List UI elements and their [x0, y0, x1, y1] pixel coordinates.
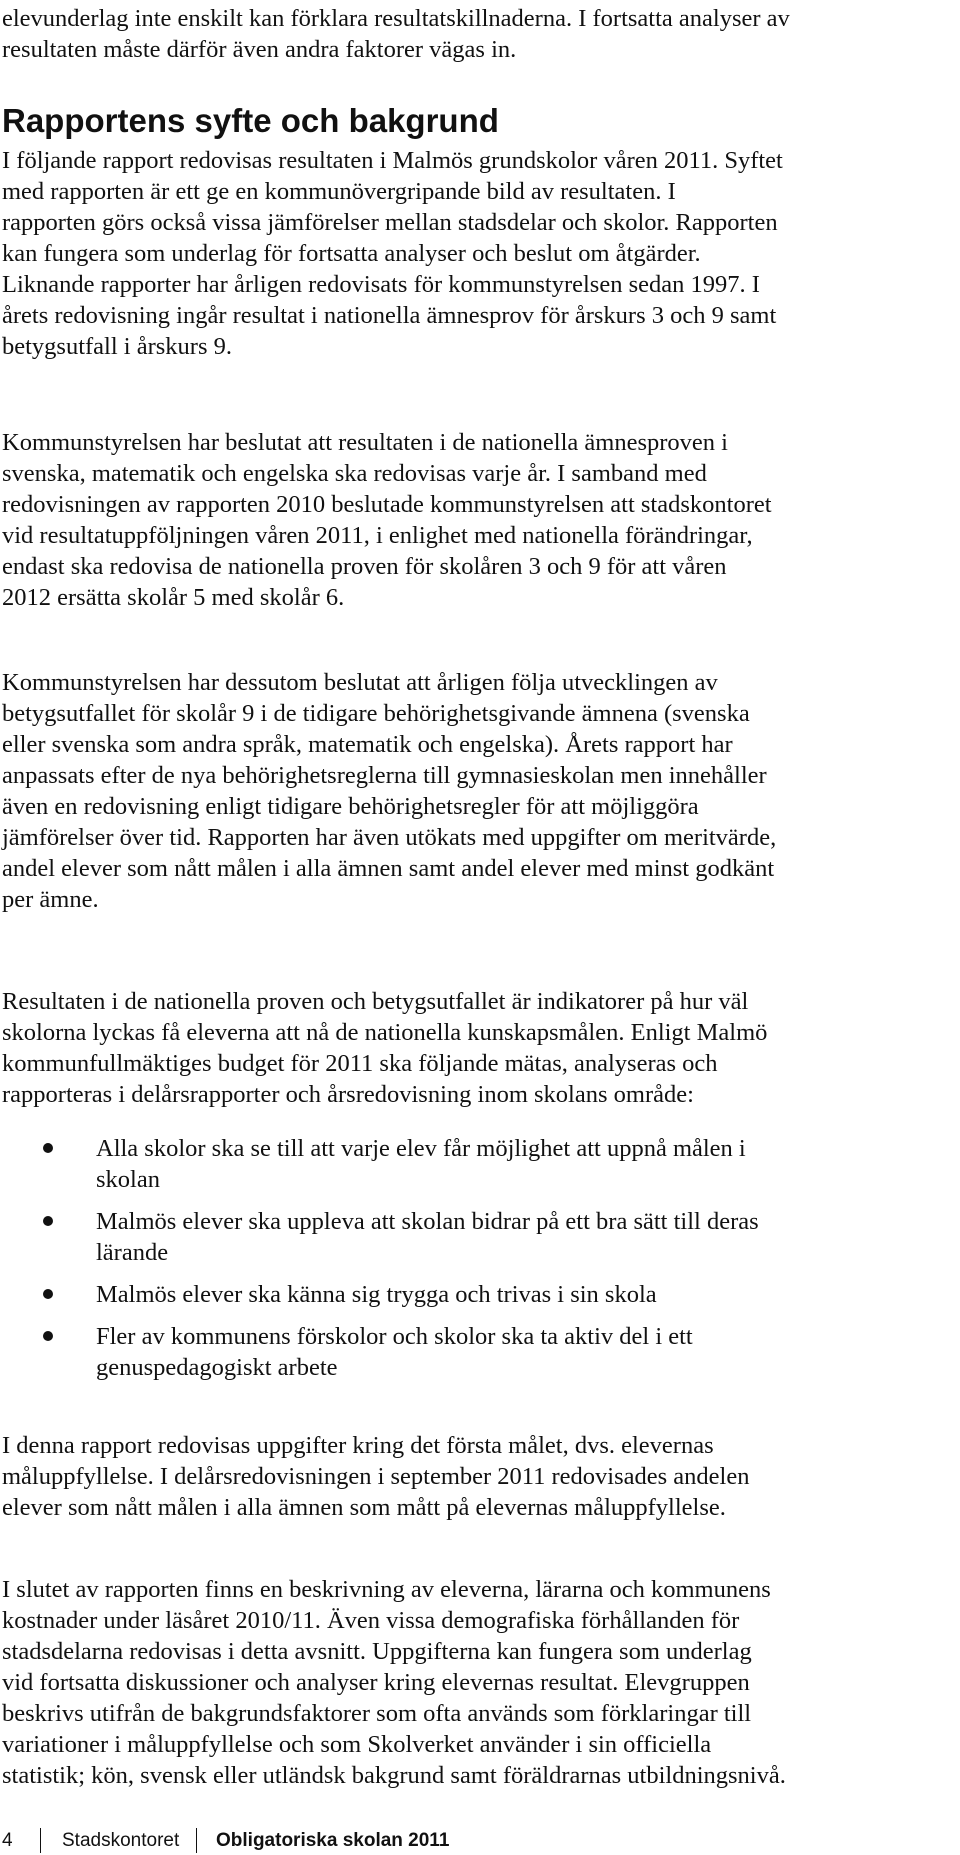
- paragraph-line: elever som nått målen i alla ämnen som mått på elevernas måluppfyllelse.: [2, 1494, 726, 1521]
- bullet-icon: [43, 1216, 53, 1226]
- footer-organization: Stadskontoret: [62, 1830, 180, 1851]
- paragraph-line: Kommunstyrelsen har dessutom beslutat att årligen följa utvecklingen av: [2, 669, 718, 696]
- paragraph-line: betygsutfall i årskurs 9.: [2, 333, 232, 360]
- paragraph-line: betygsutfallet för skolår 9 i de tidigare behörighetsgivande ämnena (svenska: [2, 700, 750, 727]
- paragraph-line: per ämne.: [2, 886, 99, 913]
- paragraph-line: redovisningen av rapporten 2010 beslutade kommunstyrelsen att stadskontoret: [2, 491, 772, 518]
- page-footer: [0, 1828, 960, 1854]
- paragraph-description: [2, 1574, 956, 1791]
- paragraph-line: I slutet av rapporten finns en beskrivning av eleverna, lärarna och kommunens: [2, 1576, 771, 1603]
- paragraph-line: Resultaten i de nationella proven och betygsutfallet är indikatorer på hur väl: [2, 988, 749, 1015]
- list-item-line: Malmös elever ska känna sig trygga och trivas i sin skola: [96, 1281, 657, 1308]
- paragraph-line: rapporteras i delårsrapporter och årsredovisning inom skolans område:: [2, 1081, 694, 1108]
- paragraph-purpose: [2, 145, 956, 362]
- paragraph-scope: [2, 1430, 956, 1523]
- paragraph-line: stadsdelarna redovisas i detta avsnitt. Uppgifterna kan fungera som underlag: [2, 1638, 752, 1665]
- paragraph-line: årets redovisning ingår resultat i nationella ämnesprov för årskurs 3 och 9 samt: [2, 302, 777, 329]
- bullet-icon: [43, 1289, 53, 1299]
- paragraph-line: kan fungera som underlag för fortsatta analyser och beslut om åtgärder.: [2, 240, 701, 267]
- list-item: [0, 1321, 960, 1383]
- paragraph-line: anpassats efter de nya behörighetsreglerna till gymnasieskolan men innehåller: [2, 762, 767, 789]
- paragraph-line: rapporten görs också vissa jämförelser mellan stadsdelar och skolor. Rapporten: [2, 209, 778, 236]
- list-item-line: skolan: [96, 1166, 160, 1193]
- paragraph-line: med rapporten är ett ge en kommunövergripande bild av resultaten. I: [2, 178, 676, 205]
- footer-divider: [196, 1828, 197, 1853]
- paragraph-line: Kommunstyrelsen har beslutat att resultaten i de nationella ämnesproven i: [2, 429, 728, 456]
- paragraph-line: I denna rapport redovisas uppgifter kring det första målet, dvs. elevernas: [2, 1432, 714, 1459]
- paragraph-line: måluppfyllelse. I delårsredovisningen i september 2011 redovisades andelen: [2, 1463, 750, 1490]
- list-item: [0, 1133, 960, 1195]
- list-item-line: genuspedagogiskt arbete: [96, 1354, 338, 1381]
- paragraph-line: eller svenska som andra språk, matematik och engelska). Årets rapport har: [2, 731, 733, 758]
- paragraph-line: 2012 ersätta skolår 5 med skolår 6.: [2, 584, 345, 611]
- paragraph-line: även en redovisning enligt tidigare behörighetsregler för att möjliggöra: [2, 793, 699, 820]
- section-heading: Rapportens syfte och bakgrund: [2, 102, 499, 139]
- intro-paragraph: [2, 3, 956, 65]
- list-item-line: Alla skolor ska se till att varje elev får möjlighet att uppnå målen i: [96, 1135, 746, 1162]
- paragraph-indicators: [2, 986, 956, 1110]
- paragraph-line: statistik; kön, svensk eller utländsk bakgrund samt föräldrarnas utbildningsnivå.: [2, 1762, 786, 1789]
- paragraph-line: I följande rapport redovisas resultaten i Malmös grundskolor våren 2011. Syftet: [2, 147, 783, 174]
- paragraph-grades: [2, 667, 956, 915]
- paragraph-line: kostnader under läsåret 2010/11. Även vissa demografiska förhållanden för: [2, 1607, 740, 1634]
- footer-report-title: Obligatoriska skolan 2011: [216, 1830, 450, 1851]
- paragraph-decision: [2, 427, 956, 613]
- paragraph-line: vid resultatuppföljningen våren 2011, i enlighet med nationella förändringar,: [2, 522, 753, 549]
- list-item-line: Fler av kommunens förskolor och skolor ska ta aktiv del i ett: [96, 1323, 693, 1350]
- paragraph-line: skolorna lyckas få eleverna att nå de nationella kunskapsmålen. Enligt Malmö: [2, 1019, 768, 1046]
- paragraph-line: endast ska redovisa de nationella proven för skolåren 3 och 9 för att våren: [2, 553, 727, 580]
- bullet-icon: [43, 1143, 53, 1153]
- list-item-line: lärande: [96, 1239, 169, 1266]
- paragraph-line: jämförelser över tid. Rapporten har även utökats med uppgifter om meritvärde,: [2, 824, 777, 851]
- paragraph-line: Liknande rapporter har årligen redovisats för kommunstyrelsen sedan 1997. I: [2, 271, 760, 298]
- intro-line: elevunderlag inte enskilt kan förklara resultatskillnaderna. I fortsatta analyser av: [2, 5, 790, 32]
- list-item-line: Malmös elever ska uppleva att skolan bidrar på ett bra sätt till deras: [96, 1208, 759, 1235]
- footer-divider: [40, 1828, 41, 1853]
- paragraph-line: variationer i måluppfyllelse och som Skolverket använder i sin officiella: [2, 1731, 712, 1758]
- paragraph-line: vid fortsatta diskussioner och analyser kring elevernas resultat. Elevgruppen: [2, 1669, 750, 1696]
- list-item: [0, 1279, 960, 1310]
- paragraph-line: svenska, matematik och engelska ska redovisas varje år. I samband med: [2, 460, 707, 487]
- paragraph-line: beskrivs utifrån de bakgrundsfaktorer som ofta används som förklaringar till: [2, 1700, 752, 1727]
- goals-list: [0, 1133, 960, 1394]
- page-number: 4: [2, 1830, 13, 1851]
- paragraph-line: kommunfullmäktiges budget för 2011 ska följande mätas, analyseras och: [2, 1050, 718, 1077]
- list-item: [0, 1206, 960, 1268]
- bullet-icon: [43, 1331, 53, 1341]
- paragraph-line: andel elever som nått målen i alla ämnen samt andel elever med minst godkänt: [2, 855, 775, 882]
- intro-line: resultaten måste därför även andra faktorer vägas in.: [2, 36, 517, 63]
